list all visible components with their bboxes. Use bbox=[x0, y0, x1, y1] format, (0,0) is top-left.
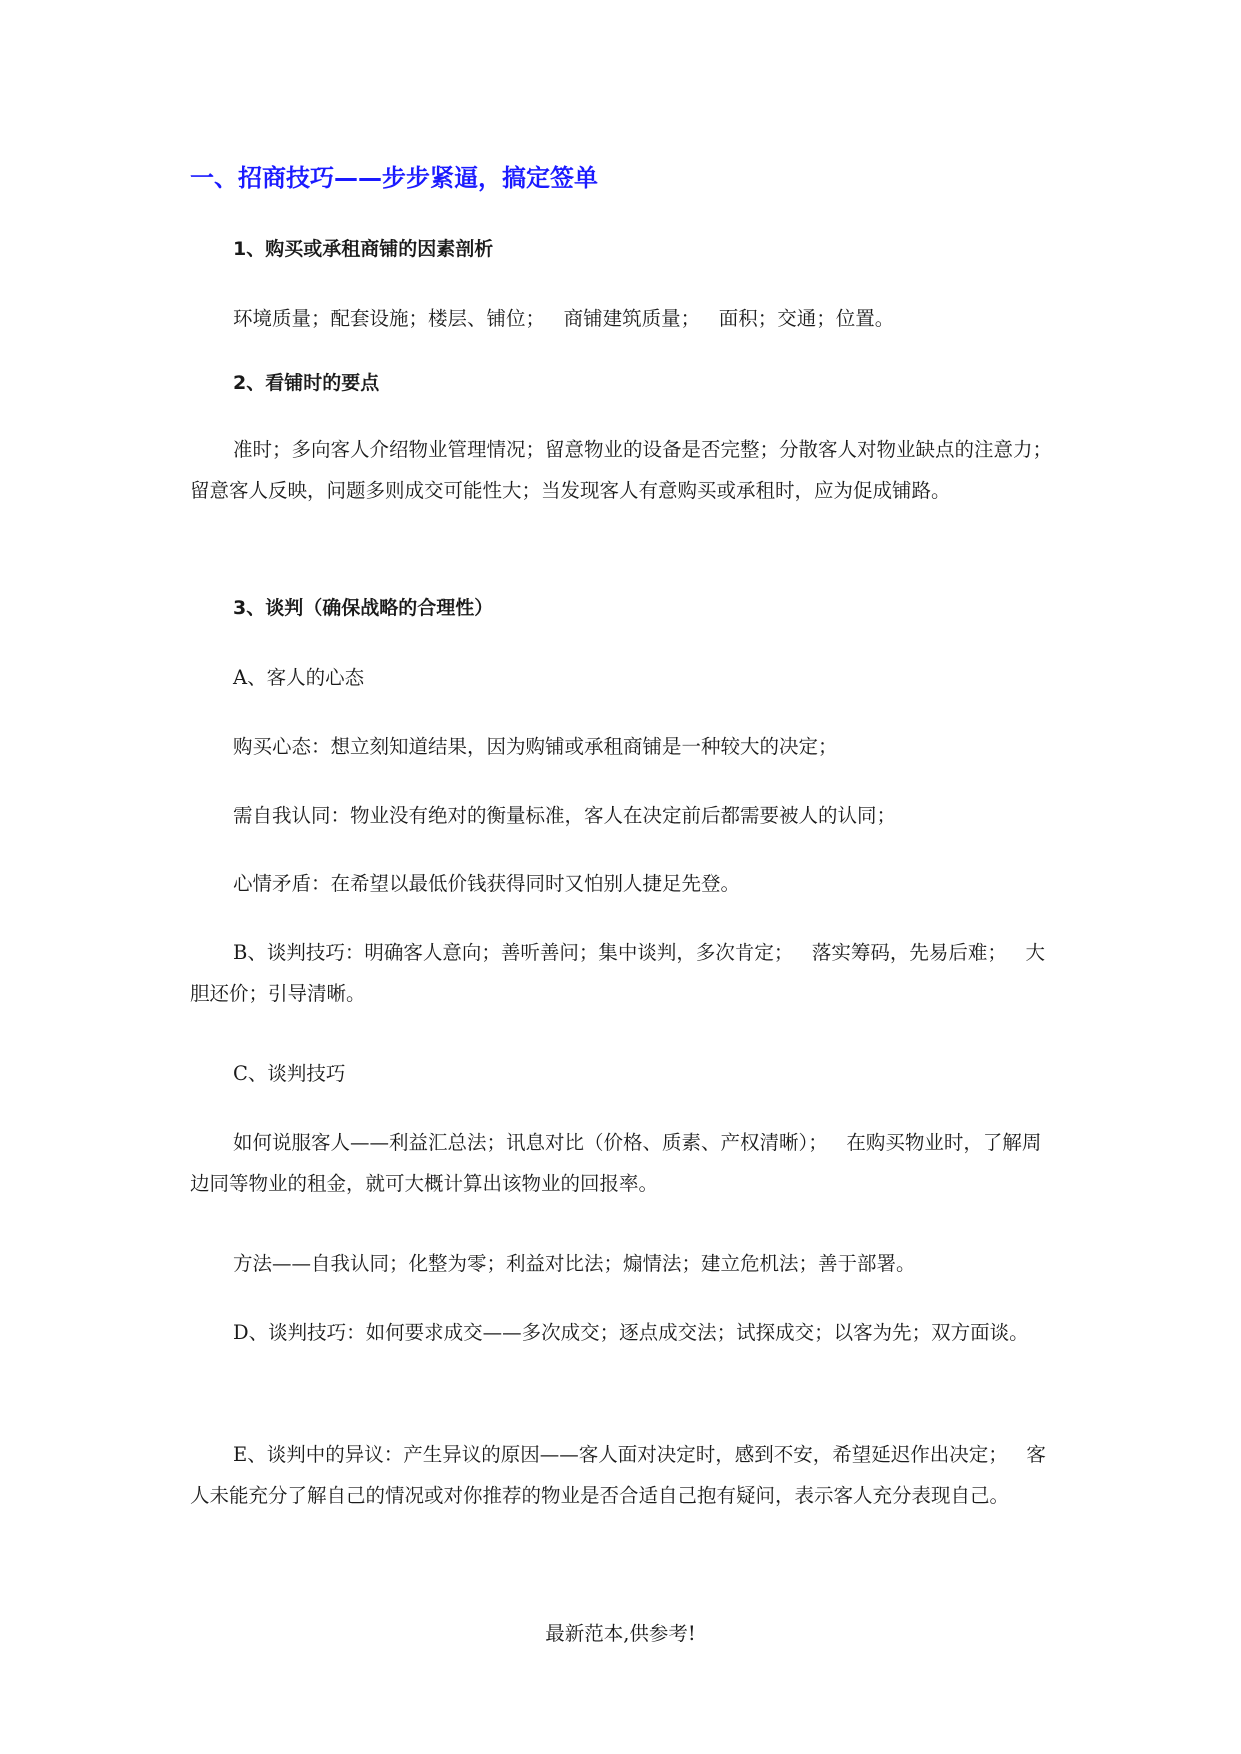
subsection-c-para-1: 如何说服客人——利益汇总法；讯息对比（价格、质素、产权清晰）； 在购买物业时，了解周边同等物业的租金，就可大概计算出该物业的回报率。 bbox=[190, 1131, 1042, 1195]
subsection-b-para: B、谈判技巧：明确客人意向；善听善问；集中谈判，多次肯定； 落实筹码，先易后难； 大胆还价；引导清晰。 bbox=[190, 941, 1046, 1005]
section-2-body: 准时；多向客人介绍物业管理情况；留意物业的设备是否完整；分散客人对物业缺点的注意力；留意客人反映，问题多则成交可能性大；当发现客人有意购买或承租时，应为促成铺路。 bbox=[190, 438, 1053, 502]
subsection-a-para-1: 购买心态：想立刻知道结果，因为购铺或承租商铺是一种较大的决定； bbox=[233, 735, 838, 758]
subsection-c-para-2: 方法——自我认同；化整为零；利益对比法；煽情法；建立危机法；善于部署。 bbox=[233, 1252, 916, 1275]
section-1-title: 1、购买或承租商铺的因素剖析 bbox=[233, 238, 494, 260]
subsection-a-para-3: 心情矛盾：在希望以最低价钱获得同时又怕别人捷足先登。 bbox=[233, 872, 741, 895]
subsection-a-para-2: 需自我认同：物业没有绝对的衡量标准，客人在决定前后都需要被人的认同； bbox=[233, 804, 897, 827]
section-2-title: 2、看铺时的要点 bbox=[233, 372, 380, 394]
section-3-title: 3、谈判（确保战略的合理性） bbox=[233, 597, 494, 619]
document-heading: 一、招商技巧——步步紧逼，搞定签单 bbox=[190, 164, 598, 192]
subsection-d-para: D、谈判技巧：如何要求成交——多次成交；逐点成交法；试探成交；以客为先；双方面谈。 bbox=[233, 1321, 1029, 1344]
section-1-body: 环境质量；配套设施；楼层、铺位； 商铺建筑质量； 面积；交通；位置。 bbox=[233, 307, 895, 330]
subsection-e-para: E、谈判中的异议：产生异议的原因——客人面对决定时，感到不安，希望延迟作出决定； 客人未能充分了解自己的情况或对你推荐的物业是否合适自己抱有疑问，表示客人充分表现自己。 bbox=[190, 1443, 1046, 1507]
subsection-c-title: C、谈判技巧 bbox=[233, 1062, 346, 1085]
page-footer: 最新范本,供参考! bbox=[545, 1622, 696, 1645]
subsection-a-title: A、客人的心态 bbox=[233, 666, 365, 689]
